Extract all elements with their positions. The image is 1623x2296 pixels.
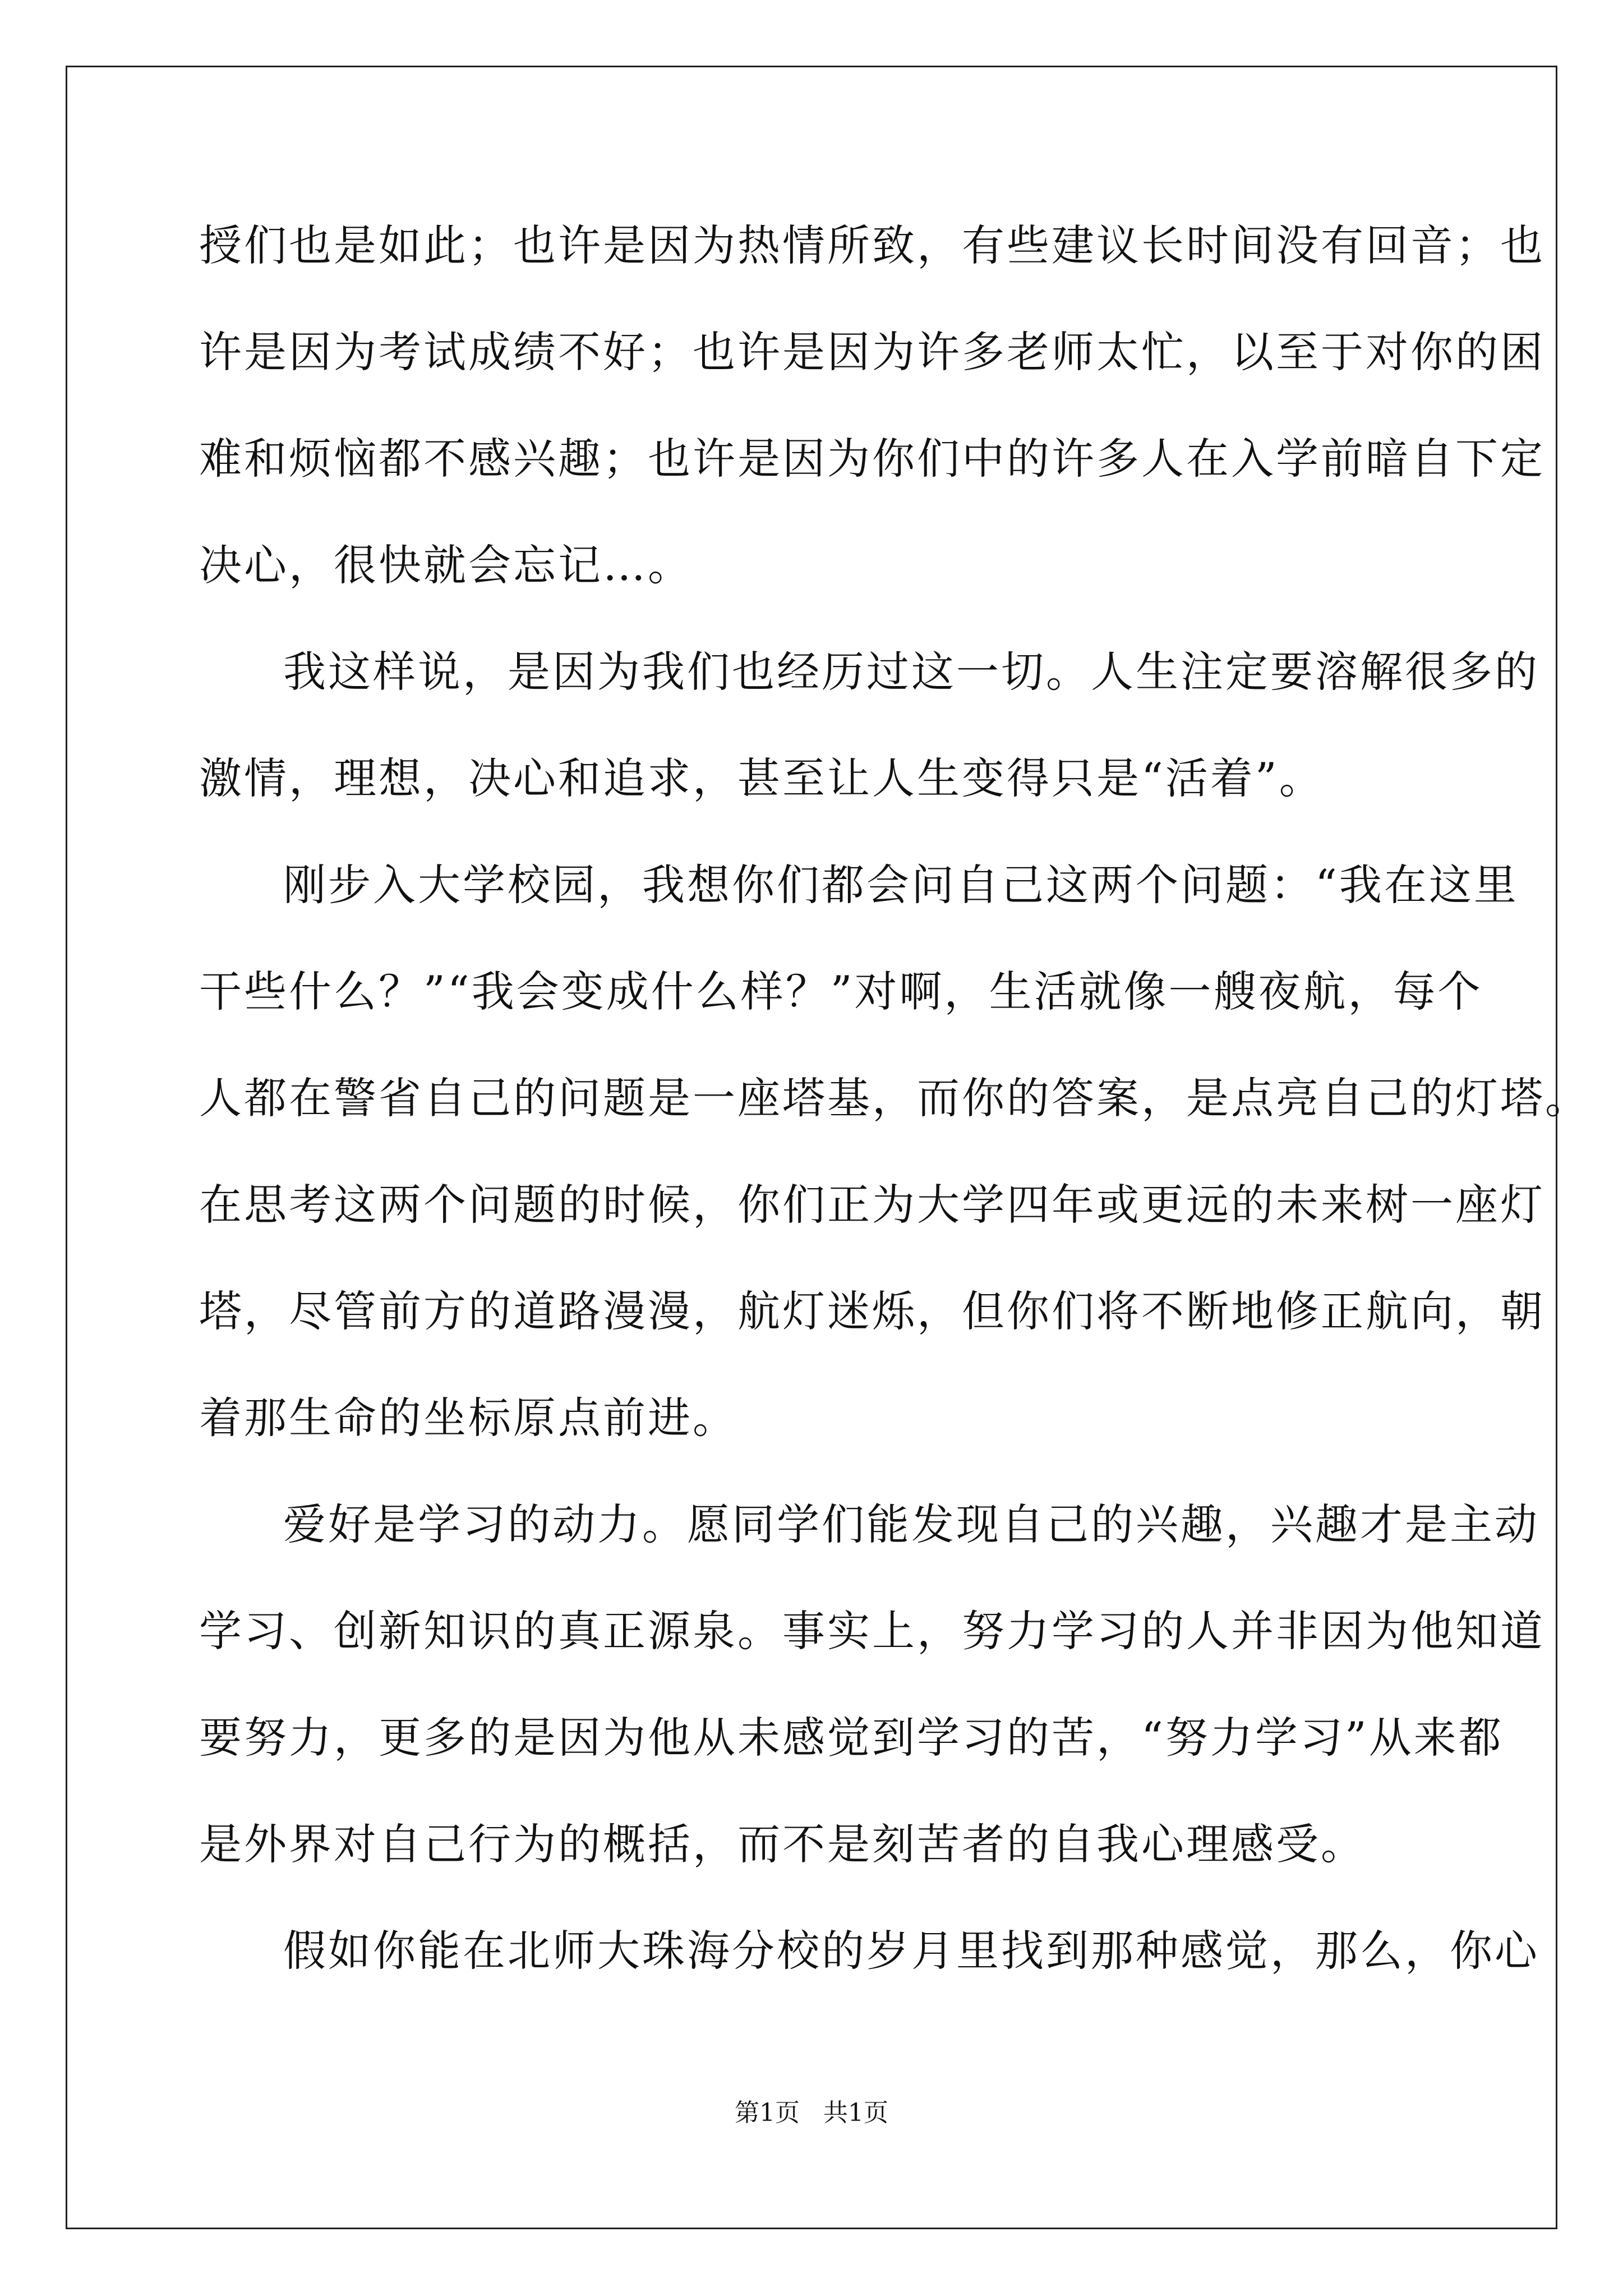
text-line: 许是因为考试成绩不好；也许是因为许多老师太忙，以至于对你的困	[199, 327, 1545, 377]
text-line: 是外界对自己行为的概括，而不是刻苦者的自我心理感受。	[199, 1819, 1366, 1869]
text-line: 授们也是如此；也许是因为热情所致，有些建议长时间没有回音；也	[199, 220, 1545, 270]
text-line: 决心，很快就会忘记…。	[199, 540, 693, 590]
text-line: 在思考这两个问题的时候，你们正为大学四年或更远的未来树一座灯	[199, 1180, 1545, 1230]
text-line: 学习、创新知识的真正源泉。事实上，努力学习的人并非因为他知道	[199, 1606, 1545, 1656]
text-line: 干些什么？”“我会变成什么样？”对啊，生活就像一艘夜航，每个	[199, 967, 1483, 1016]
text-line: 难和烦恼都不感兴趣；也许是因为你们中的许多人在入学前暗自下定	[199, 434, 1545, 484]
page-footer: 第1页 共1页	[735, 2099, 888, 2127]
paragraph-first-line: 刚步入大学校园，我想你们都会问自己这两个问题：“我在这里	[283, 860, 1519, 910]
text-line: 着那生命的坐标原点前进。	[199, 1393, 737, 1443]
text-line: 要努力，更多的是因为他从未感觉到学习的苦，“努力学习”从来都	[199, 1713, 1504, 1763]
text-line: 人都在警省自己的问题是一座塔基，而你的答案，是点亮自己的灯塔。	[199, 1073, 1590, 1123]
paragraph-first-line: 爱好是学习的动力。愿同学们能发现自己的兴趣，兴趣才是主动	[283, 1499, 1539, 1549]
page-border	[66, 66, 1557, 2229]
paragraph-first-line: 假如你能在北师大珠海分校的岁月里找到那种感觉，那么，你心	[283, 1926, 1539, 1976]
text-line: 塔，尽管前方的道路漫漫，航灯迷烁，但你们将不断地修正航向，朝	[199, 1286, 1545, 1336]
paragraph-first-line: 我这样说，是因为我们也经历过这一切。人生注定要溶解很多的	[283, 647, 1539, 697]
text-line: 激情，理想，决心和追求，甚至让人生变得只是“活着”。	[199, 753, 1324, 803]
